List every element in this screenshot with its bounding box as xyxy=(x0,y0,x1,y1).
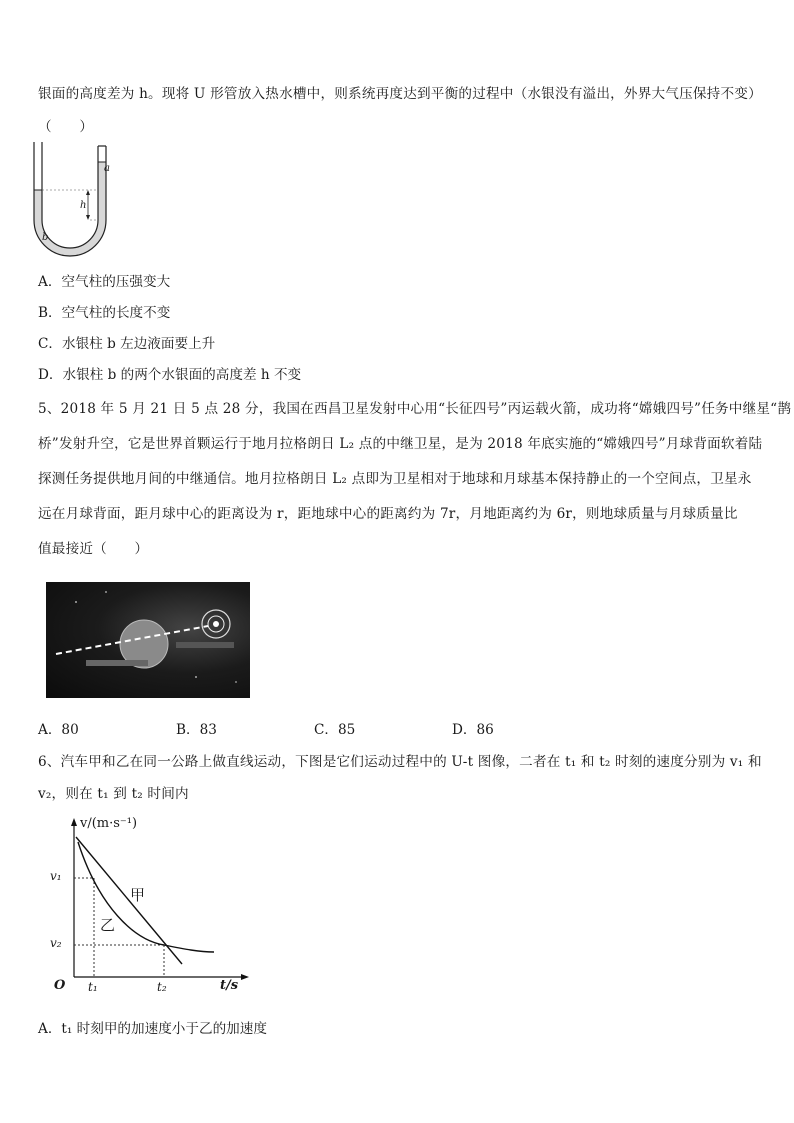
tick-v2: v₂ xyxy=(50,936,62,950)
q6-line2: v₂，则在 t₁ 到 t₂ 时间内 xyxy=(38,786,189,802)
q5-option-a: A．80 xyxy=(38,722,79,738)
q5-line5: 值最接近（ ） xyxy=(38,541,149,557)
q5-line4: 远在月球背面，距月球中心的距离设为 r，距地球中心的距离约为 7r，月地距离约为 6r，则地球质量与月球质量比 xyxy=(38,506,738,522)
label-h: h xyxy=(80,200,87,211)
label-b: b xyxy=(42,232,49,243)
q4-option-a: A．空气柱的压强变大 xyxy=(38,274,171,290)
velocity-time-graph xyxy=(44,812,264,1002)
axis-ylabel: v/(m·s⁻¹) xyxy=(80,816,138,831)
q5-line2: 桥”发射升空，它是世界首颗运行于地月拉格朗日 L₂ 点的中继卫星，是为 2018 年底实施的“嫦娥四号”月球背面软着陆 xyxy=(38,436,763,452)
q6-line1: 6、汽车甲和乙在同一公路上做直线运动，下图是它们运动过程中的 U-t 图像，二者在 t₁ 和 t₂ 时刻的速度分别为 v₁ 和 xyxy=(38,754,762,770)
q4-option-c: C．水银柱 b 左边液面要上升 xyxy=(38,336,216,352)
tick-t1: t₁ xyxy=(88,980,98,994)
q6-option-a: A．t₁ 时刻甲的加速度小于乙的加速度 xyxy=(38,1021,267,1037)
earth-moon-photo xyxy=(46,582,250,698)
tick-t2: t₂ xyxy=(157,980,167,994)
tick-v1: v₁ xyxy=(50,869,62,883)
axis-xlabel: t/s xyxy=(220,978,239,993)
q4-option-b: B．空气柱的长度不变 xyxy=(38,305,171,321)
q5-option-c: C．85 xyxy=(314,722,356,738)
q4-answer-bracket: （ ） xyxy=(38,119,94,135)
q5-option-b: B．83 xyxy=(176,722,217,738)
label-jia: 甲 xyxy=(130,886,146,904)
curve-yi xyxy=(78,842,214,952)
q5-line1: 5、2018 年 5 月 21 日 5 点 28 分，我国在西昌卫星发射中心用“长征四号”丙运载火箭，成功将“嫦娥四号”任务中继星“鹊 xyxy=(38,401,792,417)
origin-label: O xyxy=(54,978,66,993)
q4-stem-line1: 银面的高度差为 h。现将 U 形管放入热水槽中，则系统再度达到平衡的过程中（水银没有溢出，外界大气压保持不变） xyxy=(38,86,762,102)
label-a: a xyxy=(104,163,110,174)
q5-line3: 探测任务提供地月间的中继通信。地月拉格朗日 L₂ 点即为卫星相对于地球和月球基本保持静止的一个空间点，卫星永 xyxy=(38,471,752,487)
q5-option-d: D．86 xyxy=(452,722,494,738)
q4-option-d: D．水银柱 b 的两个水银面的高度差 h 不变 xyxy=(38,367,302,383)
label-yi: 乙 xyxy=(100,916,116,934)
